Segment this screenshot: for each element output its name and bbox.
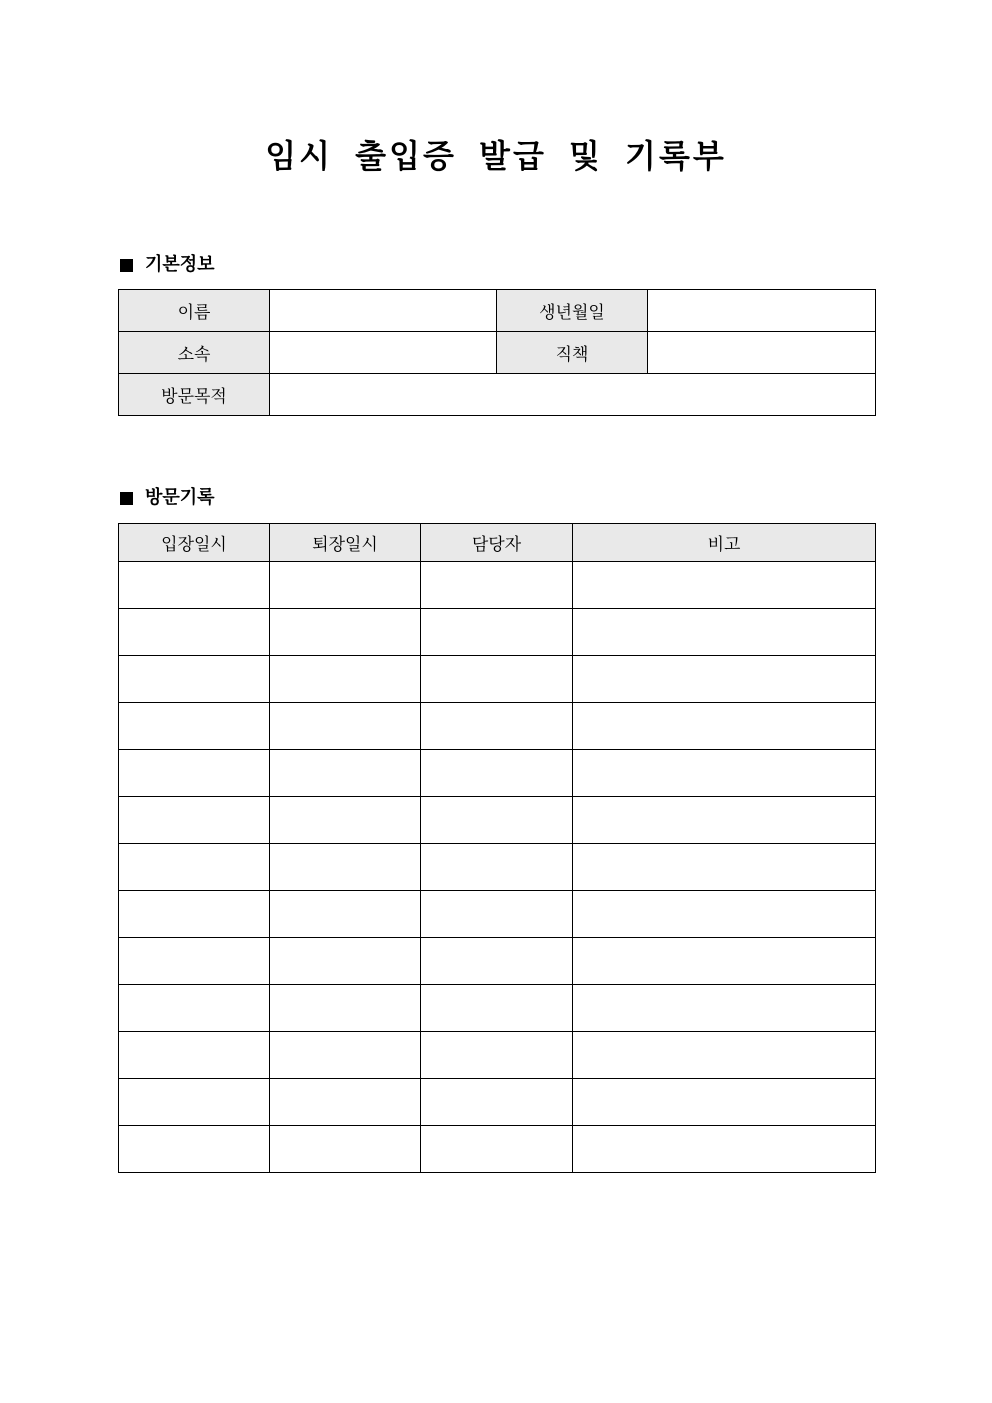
exit-time-cell[interactable] (270, 891, 421, 938)
staff-cell[interactable] (421, 750, 573, 797)
exit-time-cell[interactable] (270, 938, 421, 985)
column-header-entry-time: 입장일시 (119, 524, 270, 562)
table-row (119, 891, 876, 938)
remarks-cell[interactable] (573, 1032, 876, 1079)
table-row (119, 797, 876, 844)
visit-purpose-label: 방문목적 (119, 374, 270, 416)
exit-time-cell[interactable] (270, 1126, 421, 1173)
visit-log-body (119, 562, 876, 1173)
staff-cell[interactable] (421, 797, 573, 844)
square-bullet-icon (120, 259, 133, 272)
birth-date-field[interactable] (648, 290, 876, 332)
entry-time-cell[interactable] (119, 703, 270, 750)
section-heading-visit-log (119, 486, 215, 510)
table-row (119, 985, 876, 1032)
visit-log-table (118, 523, 876, 1173)
page-title: 임시 출입증 발급 및 기록부 (265, 137, 727, 175)
exit-time-cell[interactable] (270, 609, 421, 656)
exit-time-cell[interactable] (270, 750, 421, 797)
staff-cell[interactable] (421, 1079, 573, 1126)
table-row (119, 656, 876, 703)
name-field[interactable] (270, 290, 497, 332)
entry-time-cell[interactable] (119, 750, 270, 797)
exit-time-cell[interactable] (270, 1079, 421, 1126)
remarks-cell[interactable] (573, 938, 876, 985)
staff-cell[interactable] (421, 656, 573, 703)
table-row (119, 750, 876, 797)
remarks-cell[interactable] (573, 1079, 876, 1126)
table-row (119, 938, 876, 985)
table-row (119, 562, 876, 609)
table-row (119, 1032, 876, 1079)
remarks-cell[interactable] (573, 562, 876, 609)
table-row (119, 609, 876, 656)
table-row (119, 844, 876, 891)
remarks-cell[interactable] (573, 844, 876, 891)
staff-cell[interactable] (421, 703, 573, 750)
table-row (119, 1126, 876, 1173)
position-field[interactable] (648, 332, 876, 374)
table-row (119, 332, 876, 374)
exit-time-cell[interactable] (270, 656, 421, 703)
staff-cell[interactable] (421, 562, 573, 609)
table-row (119, 1079, 876, 1126)
table-header-row (119, 524, 876, 562)
entry-time-cell[interactable] (119, 844, 270, 891)
entry-time-cell[interactable] (119, 1032, 270, 1079)
staff-cell[interactable] (421, 609, 573, 656)
remarks-cell[interactable] (573, 1126, 876, 1173)
visit-purpose-field[interactable] (270, 374, 876, 416)
staff-cell[interactable] (421, 1032, 573, 1079)
remarks-cell[interactable] (573, 656, 876, 703)
column-header-exit-time: 퇴장일시 (270, 524, 421, 562)
exit-time-cell[interactable] (270, 562, 421, 609)
remarks-cell[interactable] (573, 985, 876, 1032)
entry-time-cell[interactable] (119, 1126, 270, 1173)
remarks-cell[interactable] (573, 609, 876, 656)
staff-cell[interactable] (421, 891, 573, 938)
entry-time-cell[interactable] (119, 656, 270, 703)
table-row (119, 290, 876, 332)
table-row (119, 374, 876, 416)
staff-cell[interactable] (421, 985, 573, 1032)
basic-info-table (118, 289, 876, 416)
entry-time-cell[interactable] (119, 891, 270, 938)
column-header-remarks: 비고 (573, 524, 876, 562)
affiliation-label: 소속 (119, 332, 270, 374)
section-heading-label: 기본정보 (145, 254, 215, 275)
entry-time-cell[interactable] (119, 609, 270, 656)
remarks-cell[interactable] (573, 797, 876, 844)
entry-time-cell[interactable] (119, 938, 270, 985)
square-bullet-icon (120, 492, 133, 505)
entry-time-cell[interactable] (119, 985, 270, 1032)
affiliation-field[interactable] (270, 332, 497, 374)
staff-cell[interactable] (421, 938, 573, 985)
name-label: 이름 (119, 290, 270, 332)
exit-time-cell[interactable] (270, 797, 421, 844)
staff-cell[interactable] (421, 844, 573, 891)
remarks-cell[interactable] (573, 750, 876, 797)
entry-time-cell[interactable] (119, 797, 270, 844)
exit-time-cell[interactable] (270, 985, 421, 1032)
exit-time-cell[interactable] (270, 1032, 421, 1079)
remarks-cell[interactable] (573, 891, 876, 938)
birth-date-label: 생년월일 (497, 290, 648, 332)
position-label: 직책 (497, 332, 648, 374)
staff-cell[interactable] (421, 1126, 573, 1173)
entry-time-cell[interactable] (119, 562, 270, 609)
column-header-staff: 담당자 (421, 524, 573, 562)
table-row (119, 703, 876, 750)
section-heading-basic-info (119, 253, 215, 277)
section-heading-label: 방문기록 (145, 487, 215, 508)
exit-time-cell[interactable] (270, 844, 421, 891)
entry-time-cell[interactable] (119, 1079, 270, 1126)
exit-time-cell[interactable] (270, 703, 421, 750)
remarks-cell[interactable] (573, 703, 876, 750)
